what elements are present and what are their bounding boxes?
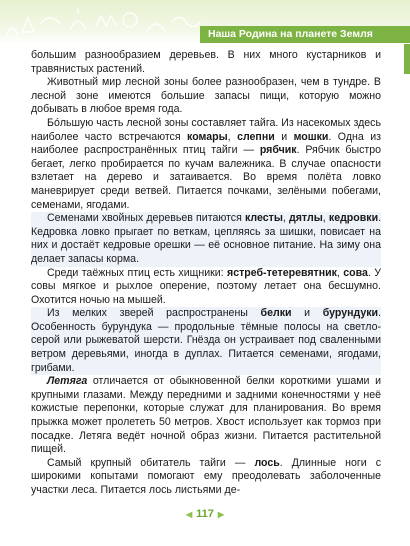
term: Летяга (47, 375, 88, 388)
text-run: , (227, 130, 238, 143)
section-title-bar: Наша Родина на планете Земля (200, 26, 410, 43)
text-run: . У совы мягкое и рыхлое оперение, поэтому летает она бесшумно. Охотится ночью на мышей. (31, 266, 381, 306)
paragraph-p2 (31, 76, 381, 117)
prev-page-arrow-icon: ◀ (185, 510, 193, 519)
text-run: и (291, 307, 323, 320)
text-run: . Одна из наиболее распространённых птиц тайги — (31, 130, 381, 157)
text-run: Самый крупный обитатель тайги — (47, 456, 255, 469)
text-run: . Особенность бурундука — продольные тёмные полосы на светло-серой или рыжеватой шерсти. Гнёзда он устраивает под сваленными ветром деревьями, иногда в дуплах. Питается семенами, ягодами, грибами. (31, 307, 382, 374)
text-run: , (336, 266, 344, 279)
highlighted-term: комары (187, 130, 228, 143)
text-run: . Длинные ноги с широкими копытами помогают ему преодолевать заболоченные участки леса. Питается лось листьями де- (31, 456, 381, 496)
text-run: . Рябчик быстро бегает, легко пробирается по кучам валежника. В случае опасности взлетает на дерево и затаивается. Во время полёта ловко маневрирует среди ветвей. Питается почками, зелёными побегами, семенами, ягодами. (31, 144, 382, 211)
highlighted-term: дятлы (289, 212, 323, 225)
highlighted-term: мошки (293, 130, 329, 143)
text-run: большим разнообразием деревьев. В них много кустарников и травянистых растений. (31, 49, 381, 75)
highlighted-term: клесты (245, 212, 283, 225)
text-run: Семенами хвойных деревьев питаются (47, 212, 245, 225)
page-number: 117 (196, 508, 214, 520)
text-run: . Кедровка ловко прыгает по веткам, цепляясь за шишки, повисает на них и достаёт кедровые орешки — её основное питание. На зиму она делает запасы корма. (31, 212, 382, 265)
text-run: отличается от обыкновенной белки короткими ушами и крупными глазами. Между передними и задними конечностями у неё кожистые перепонки, которые служат для планирования. Во время прыжка может пролететь 50 метров. Хвост использует как тормоз при посадке. Летяга ведёт ночной образ жизни. Питается растительной пищей. (31, 375, 381, 456)
highlighted-term (47, 375, 87, 387)
text-run: Животный мир лесной зоны более разнообразен, чем в тундре. В лесной зоне имеются большие запасы пищи, которую можно добывать в любое время года. (31, 76, 381, 116)
highlighted-term: кедровки (328, 212, 379, 225)
text-run: Из мелких зверей распространены (47, 307, 261, 320)
text-run: , (322, 212, 329, 225)
text-run: Бо́льшую часть лесной зоны составляет тайга. Из насекомых здесь наиболее часто встречаются (31, 116, 381, 143)
paragraph-p3 (31, 117, 381, 212)
paragraph-p1 (31, 49, 381, 76)
next-page-arrow-icon: ▶ (217, 510, 225, 519)
text-run: и (274, 130, 294, 143)
highlighted-term: бурундуки (322, 307, 379, 320)
page-edge-marker (404, 44, 410, 74)
highlighted-term: белки (260, 307, 292, 320)
paragraph-p8 (31, 457, 381, 498)
text-run: , (282, 212, 290, 225)
highlighted-term: рябчик (259, 144, 297, 157)
highlighted-term: сова (343, 266, 368, 279)
highlighted-term: лось (254, 456, 280, 469)
paragraph-p4 (31, 212, 381, 266)
text-run: Среди таёжных птиц есть хищники: (47, 266, 228, 279)
highlighted-term: слепни (237, 130, 275, 143)
paragraph-p7 (31, 375, 381, 457)
paragraph-p6 (31, 307, 381, 375)
page-footer (0, 508, 410, 520)
paragraph-p5 (31, 267, 381, 308)
text-body (31, 49, 381, 498)
highlighted-term: ястреб-тетеревятник (227, 266, 337, 279)
